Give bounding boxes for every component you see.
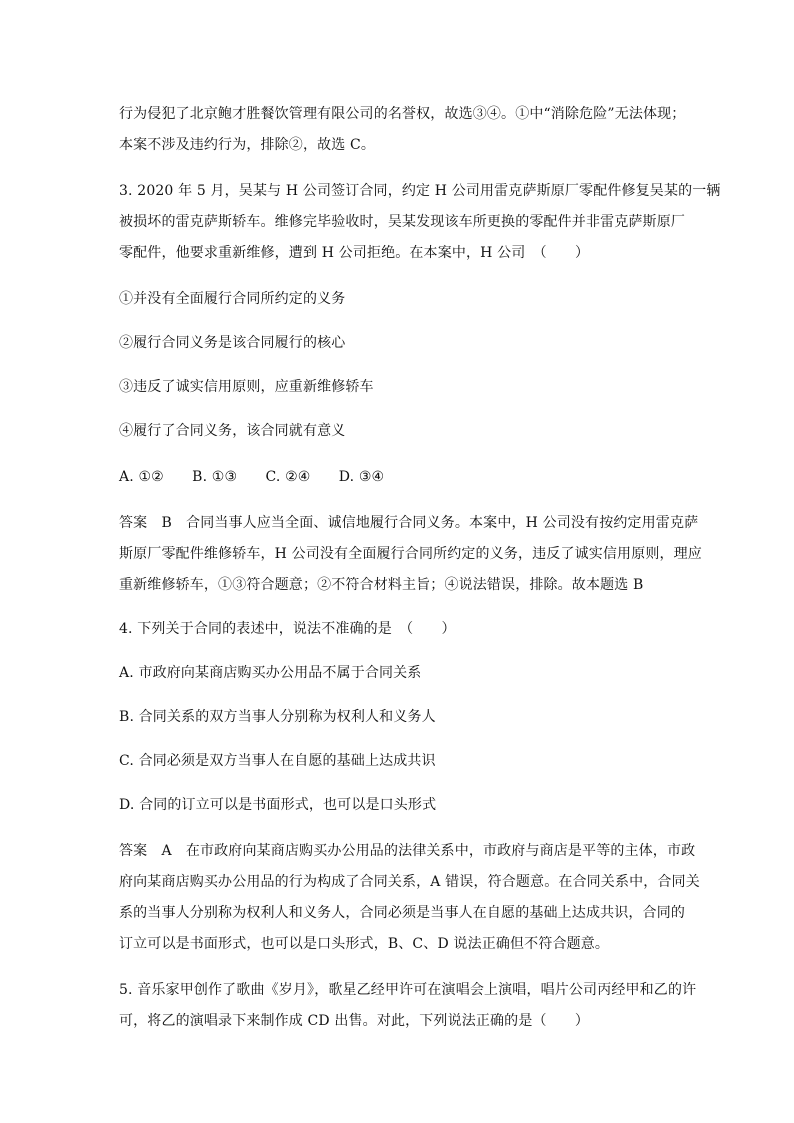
question-3-statement-1: ①并没有全面履行合同所约定的义务	[119, 291, 346, 307]
question-3-stem-line: 3. 2020 年 5 月，吴某与 H 公司签订合同，约定 H 公司用雷克萨斯原厂零配件修复吴某的一辆	[119, 183, 721, 199]
question-5-stem-line: 可，将乙的演唱录下来制作成 CD 出售。对此，下列说法正确的是（ ）	[119, 1013, 590, 1029]
answer-4-line: 订立可以是书面形式，也可以是口头形式，B、C、D 说法正确但不符合题意。	[119, 936, 610, 952]
question-3-stem-line: 被损坏的雷克萨斯轿车。维修完毕验收时，吴某发现该车所更换的零配件并非雷克萨斯原厂	[119, 214, 685, 230]
question-3-statement-4: ④履行了合同义务，该合同就有意义	[119, 423, 346, 439]
answer-3-line: 重新维修轿车，①③符合题意；②不符合材料主旨；④说法错误，排除。故本题选 B	[119, 577, 644, 593]
answer-4-line: 答案 A 在市政府向某商店购买办公用品的法律关系中，市政府与商店是平等的主体，市政	[119, 843, 696, 859]
question-5-stem-line: 5. 音乐家甲创作了歌曲《岁月》，歌星乙经甲许可在演唱会上演唱，唱片公司丙经甲和乙的许	[119, 982, 697, 998]
answer-4-line: 系的当事人分别称为权利人和义务人，合同必须是当事人在自愿的基础上达成共识，合同的	[119, 905, 685, 921]
question-4-option-d: D. 合同的订立可以是书面形式，也可以是口头形式	[119, 797, 437, 813]
text-line: 本案不涉及违约行为，排除②，故选 C。	[119, 137, 376, 153]
question-3-stem-line: 零配件，他要求重新维修，遭到 H 公司拒绝。在本案中，H 公司 （ ）	[119, 245, 590, 261]
answer-4-line: 府向某商店购买办公用品的行为构成了合同关系，A 错误，符合题意。在合同关系中，合同关	[119, 874, 700, 890]
text-line: 行为侵犯了北京鲍才胜餐饮管理有限公司的名誉权，故选③④。①中“消除危险”无法体现；	[119, 106, 686, 122]
question-4-stem: 4. 下列关于合同的表述中，说法不准确的是 （ ）	[119, 621, 456, 637]
question-3-statement-3: ③违反了诚实信用原则，应重新维修轿车	[119, 379, 374, 395]
answer-3-line: 斯原厂零配件维修轿车，H 公司没有全面履行合同所约定的义务，违反了诚实信用原则，理应	[119, 546, 702, 562]
question-3-statement-2: ②履行合同义务是该合同履行的核心	[119, 335, 346, 351]
answer-3-line: 答案 B 合同当事人应当全面、诚信地履行合同义务。本案中，H 公司没有按约定用雷克萨	[119, 515, 699, 531]
question-4-option-b: B. 合同关系的双方当事人分别称为权利人和义务人	[119, 709, 436, 725]
question-3-options: A. ①② B. ①③ C. ②④ D. ③④	[119, 469, 385, 485]
question-4-option-c: C. 合同必须是双方当事人在自愿的基础上达成共识	[119, 753, 436, 769]
question-4-option-a: A. 市政府向某商店购买办公用品不属于合同关系	[119, 665, 422, 681]
